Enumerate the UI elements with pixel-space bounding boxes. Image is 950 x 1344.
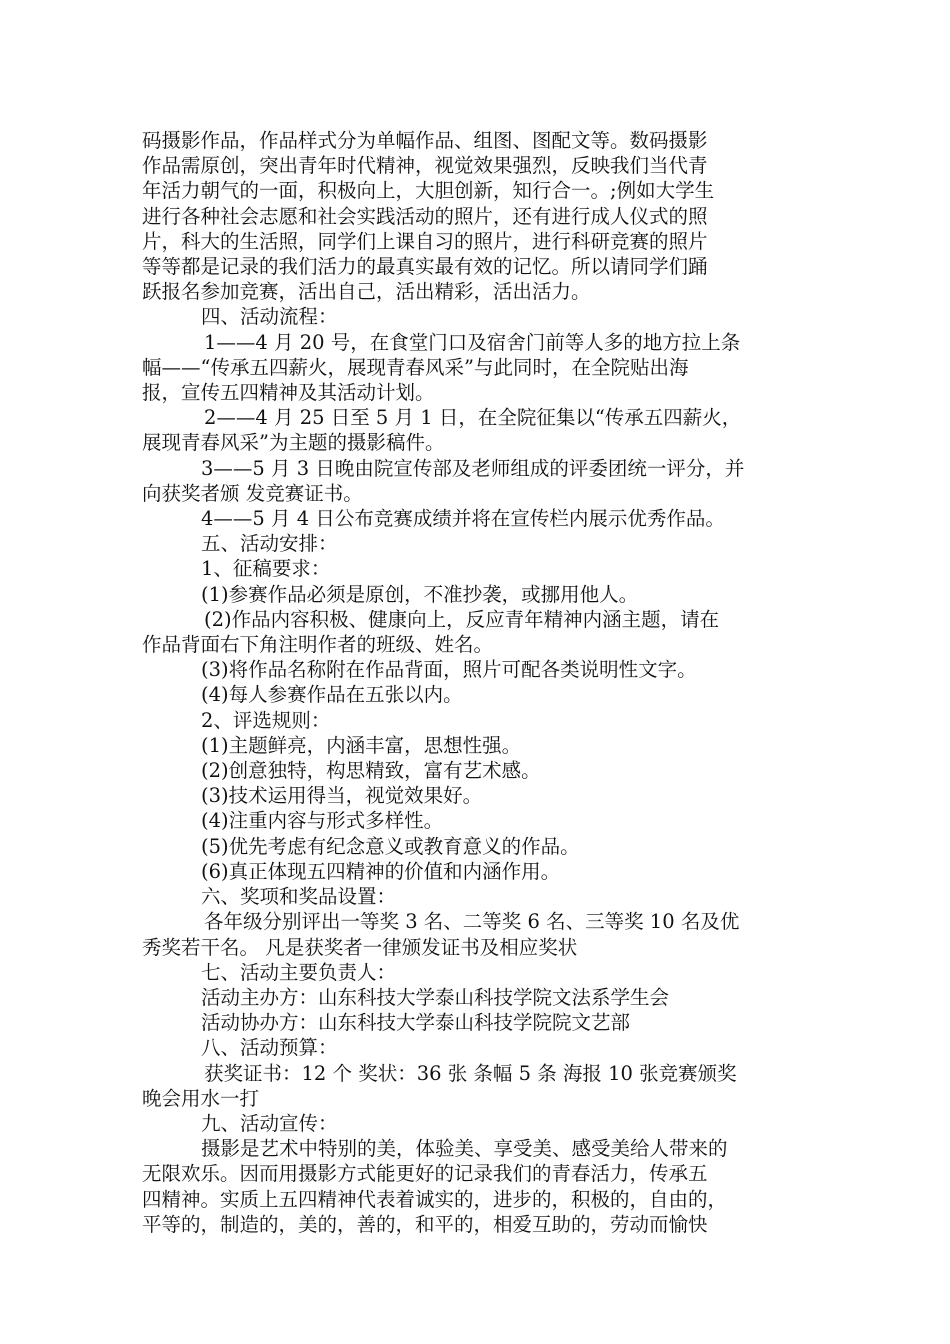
section-heading: 八、活动预算：	[201, 1036, 338, 1060]
text-line: 获奖证书：12 个 奖状：36 张 条幅 5 条 海报 10 张竞赛颁奖	[204, 1061, 737, 1085]
text-line: 作品背面右下角注明作者的班级、姓名。	[142, 633, 494, 657]
list-item: (5)优先考虑有纪念意义或教育意义的作品。	[201, 834, 580, 858]
list-item: (2)作品内容积极、健康向上，反应青年精神内涵主题，请在	[204, 607, 720, 631]
list-item: (4)每人参赛作品在五张以内。	[201, 683, 463, 707]
text-line: 无限欢乐。因而用摄影方式能更好的记录我们的青春活力，传承五	[142, 1162, 708, 1186]
text-line: 片，科大的生活照，同学们上课自习的照片，进行科研竞赛的照片	[142, 229, 708, 253]
text-line: 四精神。实质上五四精神代表着诚实的，进步的，积极的，自由的，	[142, 1187, 728, 1211]
text-line: 各年级分别评出一等奖 3 名、二等奖 6 名、三等奖 10 名及优	[204, 910, 740, 934]
subsection-heading: 1、征稿要求：	[201, 557, 331, 581]
text-line: 向获奖者颁 发竞赛证书。	[142, 481, 363, 505]
text-line: 4——5 月 4 日公布竞赛成绩并将在宣传栏内展示优秀作品。	[201, 507, 725, 531]
text-line: 3——5 月 3 日晚由院宣传部及老师组成的评委团统一评分，并	[201, 456, 745, 480]
section-heading: 四、活动流程：	[201, 305, 338, 329]
text-line: 进行各种社会志愿和社会实践活动的照片，还有进行成人仪式的照	[142, 204, 708, 228]
list-item: (4)注重内容与形式多样性。	[201, 809, 444, 833]
text-line: 展现青春风采”为主题的摄影稿件。	[142, 431, 445, 455]
text-line: 跃报名参加竞赛，活出自己，活出精彩，活出活力。	[142, 280, 591, 304]
list-item: (6)真正体现五四精神的价值和内涵作用。	[201, 859, 561, 883]
list-item: (1)参赛作品必须是原创，不准抄袭，或挪用他人。	[201, 582, 639, 606]
list-item: (2)创意独特，构思精致，富有艺术感。	[201, 759, 541, 783]
section-heading: 六、奖项和奖品设置：	[201, 885, 397, 909]
text-line: 晚会用水一打	[142, 1086, 260, 1110]
text-line: 1——4 月 20 号，在食堂门口及宿舍门前等人多的地方拉上条	[204, 330, 741, 354]
section-heading: 五、活动安排：	[201, 532, 338, 556]
text-line: 2——4 月 25 日至 5 月 1 日，在全院征集以“传承五四薪火，	[204, 406, 742, 430]
list-item: (3)技术运用得当，视觉效果好。	[201, 784, 483, 808]
text-line: 幅——“传承五四薪火，展现青春风采”与此同时，在全院贴出海	[142, 355, 689, 379]
text-line: 摄影是艺术中特别的美，体验美、享受美、感受美给人带来的	[201, 1137, 728, 1161]
list-item: (1)主题鲜亮，内涵丰富，思想性强。	[201, 733, 522, 757]
subsection-heading: 2、评选规则：	[201, 708, 331, 732]
section-heading: 九、活动宣传：	[201, 1111, 338, 1135]
text-line: 等等都是记录的我们活力的最真实最有效的记忆。所以请同学们踊	[142, 255, 708, 279]
text-line: 活动协办方：山东科技大学泰山科技学院院文艺部	[201, 1011, 631, 1035]
document-body	[142, 128, 822, 1237]
text-line: 码摄影作品，作品样式分为单幅作品、组图、图配文等。数码摄影	[142, 129, 708, 152]
list-item: (3)将作品名称附在作品背面，照片可配各类说明性文字。	[201, 658, 697, 682]
text-line: 活动主办方：山东科技大学泰山科技学院文法系学生会	[201, 985, 670, 1009]
text-line: 年活力朝气的一面，积极向上，大胆创新，知行合一。;例如大学生	[142, 179, 715, 203]
text-line: 平等的，制造的，美的，善的，和平的，相爱互助的，劳动而愉快	[142, 1212, 708, 1236]
text-line: 作品需原创，突出青年时代精神，视觉效果强烈，反映我们当代青	[142, 154, 708, 178]
text-line: 秀奖若干名。 凡是获奖者一律颁发证书及相应奖状	[142, 935, 578, 959]
text-line: 报，宣传五四精神及其活动计划。	[142, 381, 435, 405]
section-heading: 七、活动主要负责人：	[201, 960, 397, 984]
